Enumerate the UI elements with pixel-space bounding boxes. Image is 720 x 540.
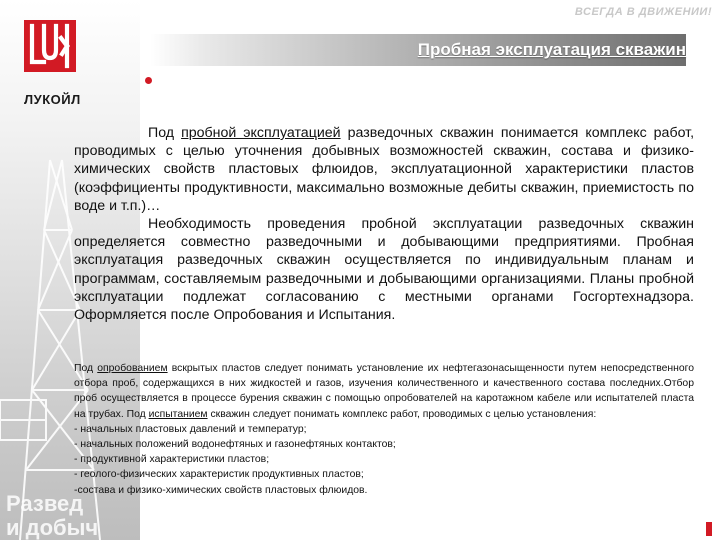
paragraph-text: разведочных скважин понимается комплекс работ, проводимых с целью уточнения добывных возможностей скважин, состава и физико-химических свойств пластовых флюидов, эксплуатационной характеристики пластов (коэффициенты продуктивности, максимально возможные дебиты скважин, приемистость по воде и т.п.)… [74, 125, 695, 214]
logo-wordmark: ЛУКОЙЛ [24, 92, 81, 107]
paragraph-testing [74, 361, 694, 422]
watermark-line-2: и добыч [6, 515, 99, 540]
main-text-block [74, 124, 694, 324]
list-item: - геолого-физических характеристик продуктивных пластов; [74, 469, 364, 481]
list-item: - начальных пластовых давлений и температур; [74, 423, 307, 435]
details-text-block [74, 361, 694, 498]
list-item: -состава и физико-химических свойств пластовых флюидов. [74, 484, 368, 496]
paragraph-text: Под [148, 125, 182, 141]
accent-dot [145, 77, 152, 84]
lukoil-logo [24, 20, 76, 72]
watermark-line-1: Развед [6, 491, 84, 516]
list-item: - продуктивной характеристики пластов; [74, 454, 270, 466]
company-motto: ВСЕГДА В ДВИЖЕНИИ! [574, 6, 712, 18]
term-underlined: испытанием [148, 408, 208, 420]
lukoil-logo-mark-icon [24, 20, 76, 72]
watermark-text [6, 492, 98, 540]
term-underlined: пробной эксплуатацией [181, 125, 341, 141]
paragraph-text: вскрытых пластов следует понимать установление их нефтегазонасыщенности путем непосредственного отбора проб, содержащихся в них жидкостей и газов, изучения количественного и качественного состава последних.Отбор проб осуществляется в процессе бурения скважин с помощью опробователей на каротажном кабеле или испытателей пласта на трубах. Под [74, 363, 695, 420]
paragraph-text: скважин следует понимать комплекс работ, проводимых с целью установления: [207, 408, 597, 420]
paragraph-necessity: Необходимость проведения пробной эксплуатации разведочных скважин определяется совместно разведочными и добывающими предприятиями. Пробная эксплуатация разведочных скважин осуществляется по индивидуальным планам и программам, составляемым разведочными и добывающими организациями. Планы пробной эксплуатации подлежат согласованию с местными органами Госгортехнадзора. Оформляется после Опробования и Испытания. [74, 216, 694, 324]
corner-accent [706, 522, 712, 536]
paragraph-definition [74, 124, 694, 215]
page-title: Пробная эксплуатация скважин [417, 40, 686, 59]
paragraph-text: Под [74, 363, 98, 374]
term-underlined: опробованием [97, 363, 168, 374]
list-item: - начальных положений водонефтяных и газонефтяных контактов; [74, 439, 396, 451]
